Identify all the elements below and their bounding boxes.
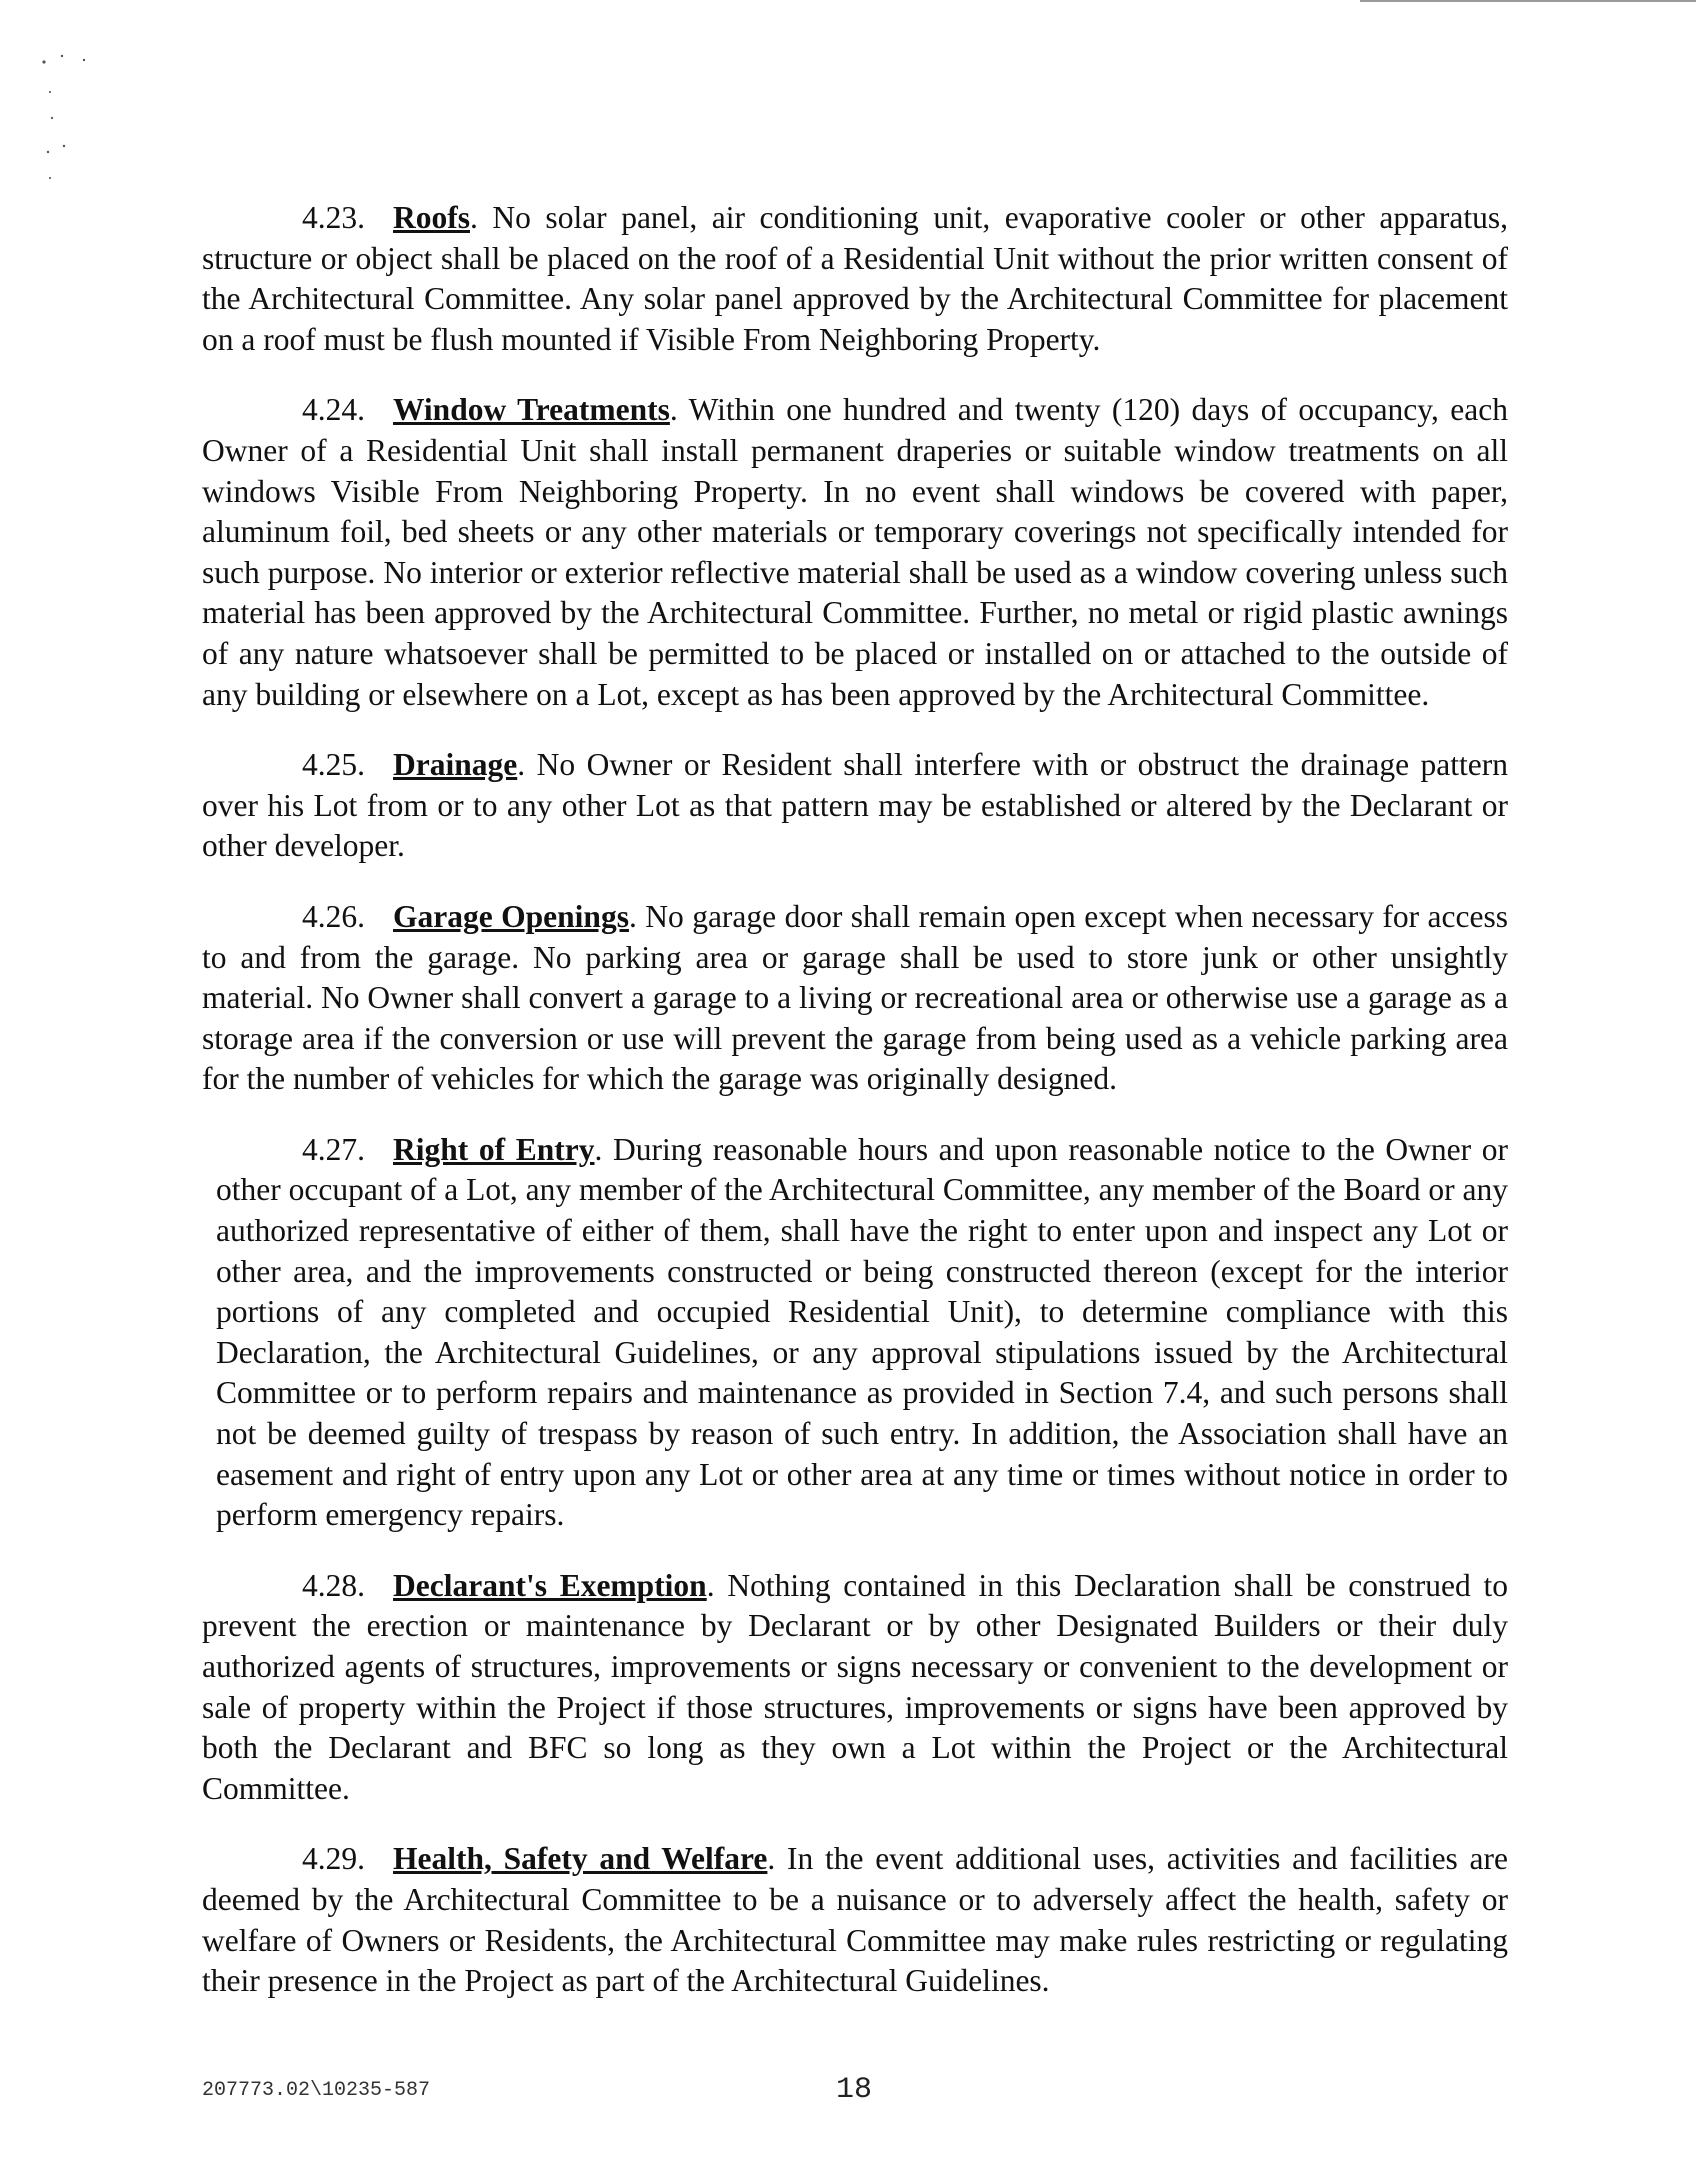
document-page <box>202 198 1508 2032</box>
section-4-28: 4.28. Declarant's Exemption. Nothing contained in this Declaration shall be construed to prevent the erection or maintenance by Declarant or by other Designated Builders or their duly authorized agents of structures, improvements or signs necessary or convenient to the development or sale of property within the Project if those structures, improvements or signs have been approved by both the Declarant and BFC so long as they own a Lot within the Project or the Architectural Committee. <box>202 1567 1508 1806</box>
section-heading: Drainage <box>393 747 518 783</box>
section-4-26: 4.26. Garage Openings. No garage door shall remain open except when necessary for access to and from the garage. No parking area or garage shall be used to store junk or other unsightly material. No Owner shall convert a garage to a living or recreational area or otherwise use a garage as a storage area if the conversion or use will prevent the garage from being used as a vehicle parking area for the number of vehicles for which the garage was originally designed. <box>202 898 1508 1097</box>
section-body: No solar panel, air conditioning unit, evaporative cooler or other apparatus, structure or object shall be placed on the roof of a Residential Unit without the prior written consent of the Architectural Committee. Any solar panel approved by the Architectural Committee for placement on a roof must be flush mounted if Visible From Neighboring Property. <box>202 200 1509 357</box>
section-4-25: 4.25. Drainage. No Owner or Resident shall interfere with or obstruct the drainage pattern over his Lot from or to any other Lot as that pattern may be established or altered by the Declarant or other developer. <box>202 747 1508 864</box>
scan-specks <box>0 0 120 200</box>
section-number: 4.29. <box>302 1841 365 1877</box>
document-id: 207773.02\10235-587 <box>202 2079 431 2102</box>
section-heading: Right of Entry <box>393 1131 595 1167</box>
section-heading: Garage Openings <box>393 898 629 934</box>
section-body: Within one hundred and twenty (120) days of occupancy, each Owner of a Residential Unit shall install permanent draperies or suitable window treatments on all windows Visible From Neighboring Property. In no event shall windows be covered with paper, aluminum foil, bed sheets or any other materials or temporary coverings not specifically intended for such purpose. No interior or exterior reflective material shall be used as a window covering unless such material has been approved by the Architectural Committee. Further, no metal or rigid plastic awnings of any nature whatsoever shall be permitted to be placed or installed on or attached to the outside of any building or elsewhere on a Lot, except as has been approved by the Architectural Committee. <box>202 392 1508 712</box>
section-body: No garage door shall remain open except when necessary for access to and from the garage. No parking area or garage shall be used to store junk or other unsightly material. No Owner shall convert a garage to a living or recreational area or otherwise use a garage as a storage area if the conversion or use will prevent the garage from being used as a vehicle parking area for the number of vehicles for which the garage was originally designed. <box>202 898 1508 1097</box>
section-heading: Roofs <box>393 200 470 235</box>
section-4-23: 4.23. Roofs. No solar panel, air conditioning unit, evaporative cooler or other apparatus, structure or object shall be placed on the roof of a Residential Unit without the prior written consent of the Architectural Committee. Any solar panel approved by the Architectural Committee for placement on a roof must be flush mounted if Visible From Neighboring Property. <box>202 200 1509 357</box>
section-body: During reasonable hours and upon reasonable notice to the Owner or other occupant of a Lot, any member of the Architectural Committee, any member of the Board or any authorized representative of either of them, shall have the right to enter upon and inspect any Lot or other area, and the improvements constructed or being constructed thereon (except for the interior portions of any completed and occupied Residential Unit), to determine compliance with this Declaration, the Architectural Guidelines, or any approval stipulations issued by the Architectural Committee or to perform repairs and maintenance as provided in Section 7.4, and such persons shall not be deemed guilty of trespass by reason of such entry. In addition, the Association shall have an easement and right of entry upon any Lot or other area at any time or times without notice in order to perform emergency repairs. <box>216 1131 1508 1533</box>
section-body: In the event additional uses, activities and facilities are deemed by the Architectural Committee to be a nuisance or to adversely affect the health, safety or welfare of Owners or Residents, the Architectural Committee may make rules restricting or regulating their presence in the Project as part of the Architectural Guidelines. <box>202 1841 1509 1999</box>
section-4-29: 4.29. Health, Safety and Welfare. In the event additional uses, activities and facilities are deemed by the Architectural Committee to be a nuisance or to adversely affect the health, safety or welfare of Owners or Residents, the Architectural Committee may make rules restricting or regulating their presence in the Project as part of the Architectural Guidelines. <box>202 1841 1509 1999</box>
page-footer <box>0 2073 1696 2113</box>
section-number: 4.27. <box>302 1131 365 1167</box>
section-number: 4.24. <box>302 392 365 428</box>
section-heading: Window Treatments <box>393 392 670 428</box>
scan-edge-line <box>1360 0 1696 2</box>
section-number: 4.25. <box>302 747 365 783</box>
section-body: Nothing contained in this Declaration shall be construed to prevent the erection or maintenance by Declarant or by other Designated Builders or their duly authorized agents of structures, improvements or signs necessary or convenient to the development or sale of property within the Project if those structures, improvements or signs have been approved by both the Declarant and BFC so long as they own a Lot within the Project or the Architectural Committee. <box>202 1567 1508 1806</box>
section-body: No Owner or Resident shall interfere with or obstruct the drainage pattern over his Lot from or to any other Lot as that pattern may be established or altered by the Declarant or other developer. <box>202 747 1508 864</box>
section-number: 4.28. <box>302 1567 365 1603</box>
page-number: 18 <box>836 2073 873 2107</box>
section-number: 4.26. <box>302 898 365 934</box>
section-4-27: 4.27. Right of Entry. During reasonable hours and upon reasonable notice to the Owner or other occupant of a Lot, any member of the Architectural Committee, any member of the Board or any authorized representative of either of them, shall have the right to enter upon and inspect any Lot or other area, and the improvements constructed or being constructed thereon (except for the interior portions of any completed and occupied Residential Unit), to determine compliance with this Declaration, the Architectural Guidelines, or any approval stipulations issued by the Architectural Committee or to perform repairs and maintenance as provided in Section 7.4, and such persons shall not be deemed guilty of trespass by reason of such entry. In addition, the Association shall have an easement and right of entry upon any Lot or other area at any time or times without notice in order to perform emergency repairs. <box>216 1131 1508 1533</box>
section-heading: Declarant's Exemption <box>393 1567 707 1603</box>
section-number: 4.23. <box>302 200 365 235</box>
section-heading: Health, Safety and Welfare <box>393 1841 768 1877</box>
section-4-24: 4.24. Window Treatments. Within one hundred and twenty (120) days of occupancy, each Owner of a Residential Unit shall install permanent draperies or suitable window treatments on all windows Visible From Neighboring Property. In no event shall windows be covered with paper, aluminum foil, bed sheets or any other materials or temporary coverings not specifically intended for such purpose. No interior or exterior reflective material shall be used as a window covering unless such material has been approved by the Architectural Committee. Further, no metal or rigid plastic awnings of any nature whatsoever shall be permitted to be placed or installed on or attached to the outside of any building or elsewhere on a Lot, except as has been approved by the Architectural Committee. <box>202 392 1508 712</box>
